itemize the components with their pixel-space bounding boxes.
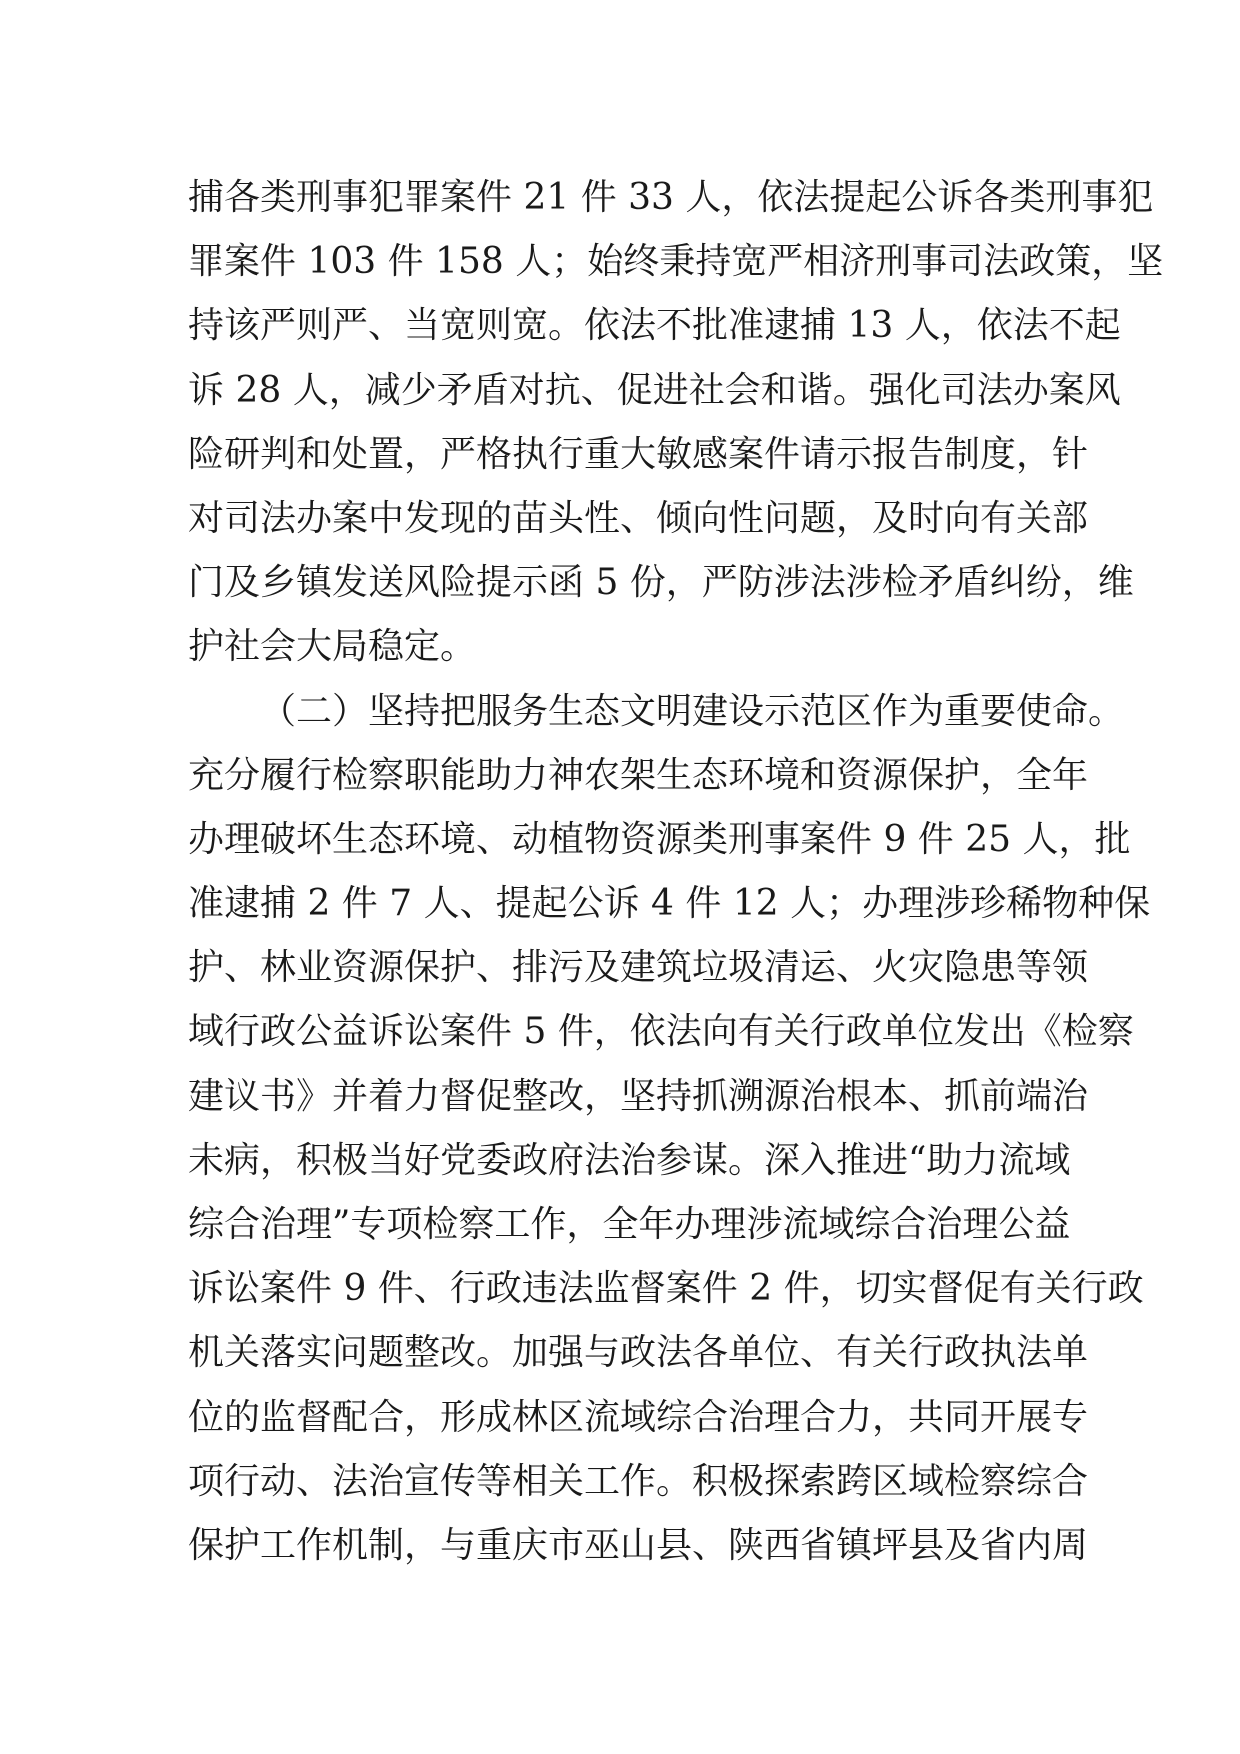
text-line: 门及乡镇发送风险提示函 5 份，严防涉法涉检矛盾纠纷，维 <box>188 562 1134 604</box>
text-line: 诉讼案件 9 件、行政违法监督案件 2 件，切实督促有关行政 <box>188 1268 1144 1310</box>
section-heading-line: （二）坚持把服务生态文明建设示范区作为重要使命。 <box>260 690 1125 732</box>
text-line: 准逮捕 2 件 7 人、提起公诉 4 件 12 人；办理涉珍稀物种保 <box>188 883 1151 925</box>
text-line: 对司法办案中发现的苗头性、倾向性问题，及时向有关部 <box>188 497 1089 539</box>
text-line: 位的监督配合，形成林区流域综合治理合力，共同开展专 <box>188 1396 1089 1438</box>
text-line: 护、林业资源保护、排污及建筑垃圾清运、火灾隐患等领 <box>188 947 1089 989</box>
text-line: 险研判和处置，严格执行重大敏感案件请示报告制度，针 <box>188 433 1089 475</box>
text-line: 域行政公益诉讼案件 5 件，依法向有关行政单位发出《检察 <box>188 1011 1134 1053</box>
text-line: 诉 28 人，减少矛盾对抗、促进社会和谐。强化司法办案风 <box>188 369 1121 411</box>
text-line: 充分履行检察职能助力神农架生态环境和资源保护，全年 <box>188 754 1089 796</box>
document-body <box>188 166 1164 1578</box>
text-line: 未病，积极当好党委政府法治参谋。深入推进“助力流域 <box>188 1139 1071 1181</box>
text-line: 保护工作机制，与重庆市巫山县、陕西省镇坪县及省内周 <box>188 1524 1089 1566</box>
text-line: 捕各类刑事犯罪案件 21 件 33 人，依法提起公诉各类刑事犯 <box>188 177 1154 218</box>
text-line: 持该严则严、当宽则宽。依法不批准逮捕 13 人，依法不起 <box>188 305 1121 347</box>
text-line: 护社会大局稳定。 <box>188 626 477 668</box>
text-line: 综合治理”专项检察工作，全年办理涉流域综合治理公益 <box>188 1204 1071 1245</box>
text-line: 机关落实问题整改。加强与政法各单位、有关行政执法单 <box>188 1332 1089 1374</box>
text-line: 办理破坏生态环境、动植物资源类刑事案件 9 件 25 人，批 <box>188 818 1131 860</box>
text-line: 项行动、法治宣传等相关工作。积极探索跨区域检察综合 <box>188 1460 1089 1502</box>
text-line: 罪案件 103 件 158 人；始终秉持宽严相济刑事司法政策，坚 <box>188 241 1164 283</box>
text-line: 建议书》并着力督促整改，坚持抓溯源治根本、抓前端治 <box>188 1075 1089 1117</box>
